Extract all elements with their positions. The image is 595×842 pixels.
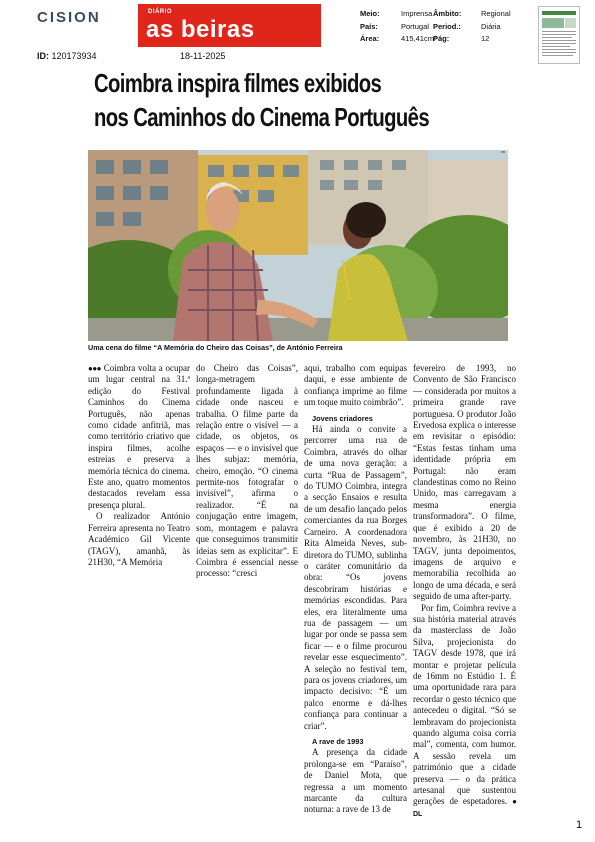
clipping-id: ID: 120173934 <box>37 51 97 61</box>
subheading-jovens: Jovens criadores <box>312 413 373 423</box>
article-photo <box>88 150 508 341</box>
subheading-rave: A rave de 1993 <box>312 737 364 746</box>
article-column-1: ●●● Coimbra volta a ocupar um lugar central na 31.ª edição do Festival Caminhos do Cinema Português, não apenas como cidade anfitriã, mas como território criativo que inspira filmes, acolhe estreias e preserva a memória técnica do cinema. Este ano, quatro momentos destacados revelam essa presença plural. O realizador António Ferreira apresenta no Teatro Académico Gil Vicente (TAGV), amanhã, às 21H30, “A Memória <box>88 363 191 567</box>
film-still-image <box>88 150 508 341</box>
meta-right: Âmbito: Regional Period.: Diária Pág: 12 <box>433 9 511 43</box>
photo-credit: DB <box>500 150 505 154</box>
author-signature: DL <box>413 810 423 818</box>
photo-caption: Uma cena do filme “A Memória do Cheiro das Coisas”, de António Ferreira <box>88 343 343 352</box>
page-number: 1 <box>576 819 583 831</box>
article-column-2: do Cheiro das Coisas”, longa-metragem profundamente ligada à cidade onde nasceu e trabalha. O filme parte da relação entre o visível — a cidade, os objetos, os espaços — e o invisível que lhes subjaz: memória, cheiro, emoção. “O cinema permite-nos fotografar o invisível”, afirma o realizador. “É na conjugação entre imagem, som, montagem e palavra que conseguimos transmitir ideias sem as explicitar”. E Coimbra é essencial nesse processo: “cresci <box>196 363 298 579</box>
article-column-4: fevereiro de 1993, no Convento de São Francisco — considerada por muitos a primeira grande rave portuguesa. O produtor João Ervedosa explica o interesse em revisitar o episódio: “Estas festas tinham uma identidade própria em Portugal: não eram clandestinas como no Reino Unido, mas carregavam a mesma energia transformadora”. O filme, que é exibido a 20 de novembro, às 21H30, no TAGV, junta depoimentos, imagens de arquivo e memorabilia recolhida ao longo de uma década, e será seguido de uma after-party. Por fim, Coimbra revive a sua história material através da masterclass de João Silva, projecionista do TAGV desde 1978, que irá montar e projetar película de 16mm no Estúdio 1. É uma oportunidade rara para recordar o gesto técnico que antecedeu o digital. “Só se lembravam do projecionista quando alguma coisa corria mal”, comenta, com humor. A sessão revela um património que a cidade preserva — o da prática artesanal que sustentou gerações de espetadores. ● DL <box>413 363 516 818</box>
lead-marker-icon: ●●● <box>88 364 102 373</box>
publication-date: 18-11-2025 <box>180 51 226 61</box>
article-column-3: aqui, trabalho com equipas daqui, e esse ambiente de confiança imprime ao filme um toque muito coimbrão”. Jovens criadores Há ainda o convite a percorrer uma rua de Coimbra, através do olhar de uma nova geração: a curta “Rua de Passagem”, do TUMO Coimbra, integra a secção Ensaios e resulta de um desafio lançado pelos comerciantes da rua Borges Carneiro. A coordenadora Rita Almeida Neves, sub-diretora do TUMO, sublinha o caráter comunitário da obra: “Os jovens descobriram histórias e memórias escondidas. Para eles, era literalmente uma rua de passagem — um lugar por onde se passa sem ficar — e o filme procurou revelar esse esquecimento”. A seleção no festival tem, para os jovens criadores, um impacto decisivo: “É um palco enorme e dá-lhes confiança para continuar a criar”. A rave de 1993 A presença da cidade prolonga-se em “Paraíso”, de Daniel Mota, que regressa a um momento marcante da cultura noturna: a rave de 13 de <box>304 363 407 815</box>
article-headline: Coimbra inspira filmes exibidos nos Caminhos do Cinema Português <box>94 68 429 132</box>
end-marker-icon: ● <box>512 797 516 807</box>
cision-logo: CISION <box>37 9 101 26</box>
page-thumbnail[interactable] <box>538 6 580 64</box>
masthead-small-label: DIÁRIO <box>148 9 172 15</box>
meta-left: Meio: Imprensa País: Portugal Área: 415,41cm² <box>360 9 437 43</box>
masthead-name: as beiras <box>146 16 255 43</box>
newspaper-masthead <box>138 4 321 47</box>
